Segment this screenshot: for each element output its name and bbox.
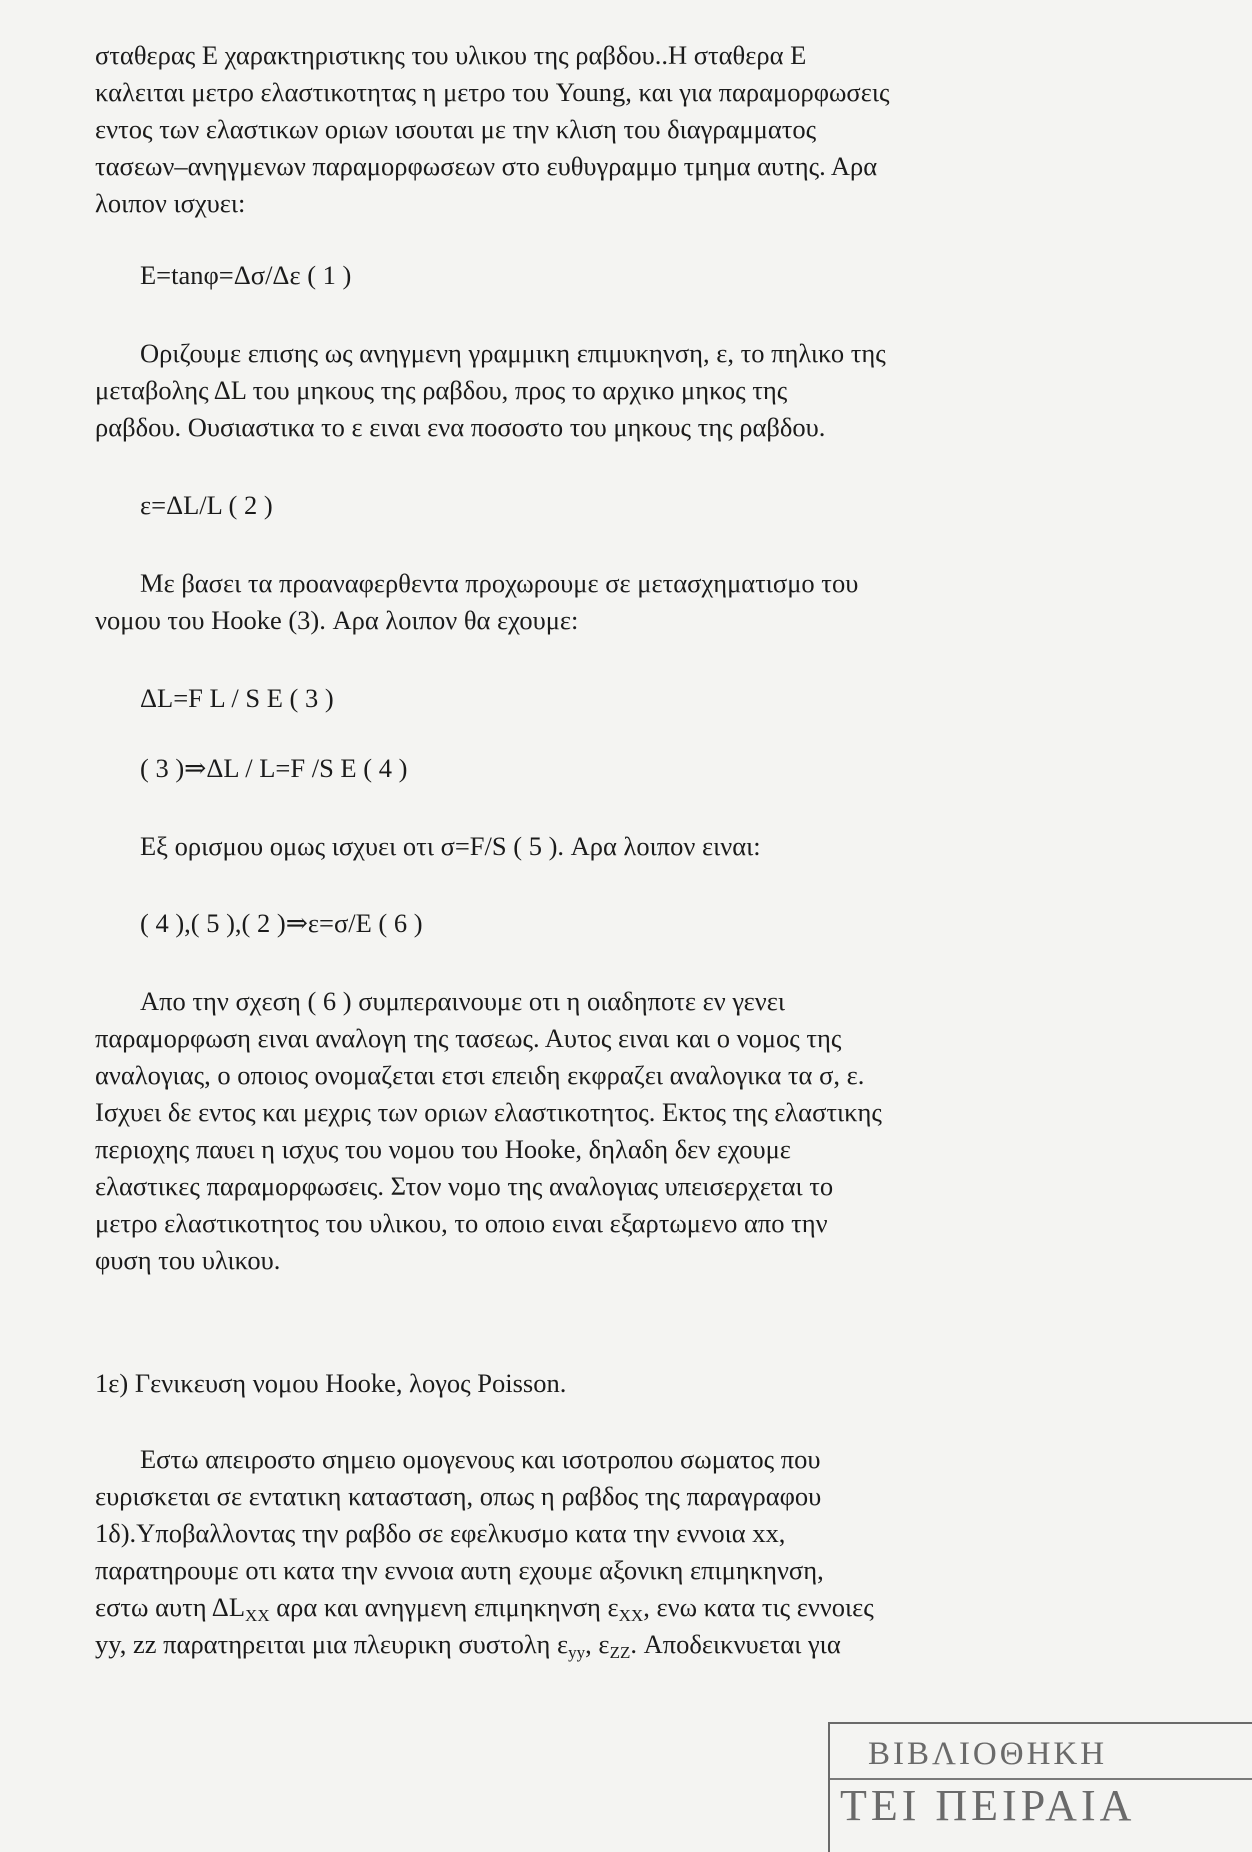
paragraph4-line-7: μετρο ελαστικοτητος του υλικου, το οποιο ειναι εξαρτωμενο απο την <box>95 1208 828 1238</box>
equation-3: ΔL=F L / S E ( 3 ) <box>140 683 334 713</box>
paragraph4-line-8: φυση του υλικου. <box>95 1245 281 1275</box>
paragraph1-line-1: σταθερας Ε χαρακτηριστικης του υλικου της ραβδου..Η σταθερα Ε <box>95 40 807 70</box>
line5-part-b: αρα και ανηγμενη επιμηκηνση ε <box>269 1592 619 1622</box>
paragraph1-line-5: λοιπον ισχυει: <box>95 188 246 218</box>
paragraph1-line-3: εντος των ελαστικων οριων ισουται με την κλιση του διαγραμματος <box>95 114 817 144</box>
section-heading: 1ε) Γενικευση νομου Hooke, λογος Poisson. <box>95 1368 567 1398</box>
paragraph5-line-5 <box>95 1594 874 1624</box>
line6-sub-b: ZZ <box>609 1643 631 1662</box>
line6-part-c: . Αποδεικνυεται για <box>630 1629 841 1659</box>
line5-part-a: εστω αυτη ΔL <box>95 1592 246 1622</box>
paragraph5-line-3: 1δ).Υποβαλλοντας την ραβδο σε εφελκυσμο κατα την εννοια xx, <box>95 1518 786 1548</box>
paragraph1-line-2: καλειται μετρο ελαστικοτητας η μετρο του Young, και για παραμορφωσεις <box>95 77 890 107</box>
paragraph5-line-1: Εστω απειροστο σημειο ομογενους και ισοτροπου σωματος που <box>140 1444 821 1474</box>
line5-sub-b: XX <box>618 1606 644 1625</box>
paragraph4-line-4: Ισχυει δε εντος και μεχρις των οριων ελαστικοτητος. Εκτος της ελαστικης <box>95 1097 882 1127</box>
paragraph5-line-2: ευρισκεται σε εντατικη κατασταση, οπως η ραβδος της παραγραφου <box>95 1481 822 1511</box>
stamp-line-2: ΤΕΙ ΠΕΙΡΑΙΑ <box>840 1781 1136 1830</box>
paragraph5-line-6 <box>95 1631 841 1661</box>
stamp-line-1: ΒΙΒΛΙΟΘΗΚΗ <box>868 1736 1108 1772</box>
paragraph4-line-3: αναλογιας, ο οποιος ονομαζεται ετσι επειδη εκφραζει αναλογικα τα σ, ε. <box>95 1060 865 1090</box>
line5-part-c: , ενω κατα τις εννοιες <box>643 1592 874 1622</box>
library-stamp <box>828 1722 1252 1852</box>
definition-line: Εξ ορισμου ομως ισχυει οτι σ=F/S ( 5 ). Αρα λοιπον ειναι: <box>140 831 761 861</box>
equation-4: ( 3 )⇒ΔL / L=F /S E ( 4 ) <box>140 753 408 783</box>
equation-6: ( 4 ),( 5 ),( 2 )⇒ε=σ/E ( 6 ) <box>140 908 423 938</box>
line6-part-a: yy, zz παρατηρειται μια πλευρικη συστολη ε <box>95 1629 569 1659</box>
paragraph5-line-4: παρατηρουμε οτι κατα την εννοια αυτη εχουμε αξονικη επιμηκηνση, <box>95 1555 824 1585</box>
paragraph4-line-1: Απο την σχεση ( 6 ) συμπεραινουμε οτι η οιαδηποτε εν γενει <box>140 986 786 1016</box>
paragraph2-line-1: Οριζουμε επισης ως ανηγμενη γραμμικη επιμυκηνση, ε, το πηλικο της <box>140 338 886 368</box>
paragraph3-line-1: Με βασει τα προαναφερθεντα προχωρουμε σε μετασχηματισμο του <box>140 568 859 598</box>
paragraph3-line-2: νομου του Hooke (3). Αρα λοιπον θα εχουμε: <box>95 605 579 635</box>
paragraph4-line-5: περιοχης παυει η ισχυς του νομου του Hooke, δηλαδη δεν εχουμε <box>95 1134 791 1164</box>
paragraph4-line-2: παραμορφωση ειναι αναλογη της τασεως. Αυτος ειναι και ο νομος της <box>95 1023 842 1053</box>
paragraph2-line-2: μεταβολης ΔL του μηκους της ραβδου, προς το αρχικο μηκος της <box>95 375 788 405</box>
paragraph2-line-3: ραβδου. Ουσιαστικα το ε ειναι ενα ποσοστο του μηκους της ραβδου. <box>95 412 826 442</box>
equation-1: E=tanφ=Δσ/Δε ( 1 ) <box>140 260 352 290</box>
line6-sub-a: yy <box>568 1643 586 1662</box>
paragraph1-line-4: τασεων–ανηγμενων παραμορφωσεων στο ευθυγραμμο τμημα αυτης. Αρα <box>95 151 878 181</box>
line5-sub-a: XX <box>245 1606 270 1625</box>
paragraph4-line-6: ελαστικες παραμορφωσεις. Στον νομο της αναλογιας υπεισερχεται το <box>95 1171 834 1201</box>
line6-part-b: , ε <box>585 1629 610 1659</box>
equation-2: ε=ΔL/L ( 2 ) <box>140 490 273 520</box>
